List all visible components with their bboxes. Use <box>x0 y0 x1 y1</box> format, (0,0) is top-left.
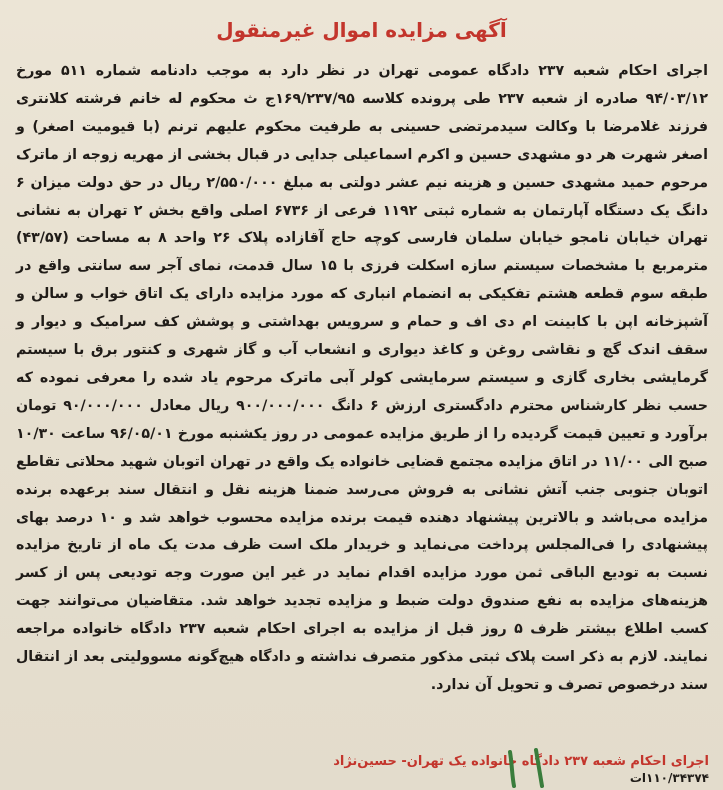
notice-footer <box>14 754 709 786</box>
notice-body: اجرای احکام شعبه ۲۳۷ دادگاه عمومی تهران در نظر دارد به موجب دادنامه شماره ۵۱۱ مورخ ۹۴/۰۳/۱۲ صادره از شعبه ۲۳۷ طی پرونده کلاسه ۱۶۹/۲۳۷/۹۵ج ث محکوم له خانم فرشته کلانتری فرزند غلامرضا با وکالت سیدمرتضی حسینی به طرفیت محکوم علیهم ترنم (با قیومیت اصغر) و اصغر شهرت هر دو مشهدی حسین و اکرم اسماعیلی جدایی در قبال بخشی از مهریه زوجه از ماترک مرحوم حمید مشهدی حسین و هزینه نیم عشر دولتی به مبلغ ۲/۵۵۰/۰۰۰ ریال در حق دولت میزان ۶ دانگ یک دستگاه آپارتمان به شماره ثبتی ۱۱۹۲ فرعی از ۶۷۳۶ اصلی واقع بخش ۲ تهران به نشانی تهران خیابان نامجو خیابان سلمان فارسی کوچه حاج آقازاده پلاک ۲۶ واحد ۸ به مساحت (۴۳/۵۷) مترمربع با مشخصات سیستم سازه اسکلت فرزی با ۱۵ سال قدمت، نمای آجر سه سانتی واقع در طبقه سوم قطعه هشتم تفکیکی به انضمام انباری که مورد مزایده دارای یک اتاق خواب و سالن و آشپزخانه اپن با کابینت ام دی اف و حمام و سرویس بهداشتی و پوشش کف سرامیک و دیوار و سقف اندک گچ و نقاشی روغن و کاغذ دیواری و انشعاب آب و گاز شهری و کنتور برق با سیستم گرمایشی بخاری گازی و سیستم سرمایشی کولر آبی ماترک مرحوم یاد شده را معرفی نموده که حسب نظر کارشناس محترم دادگستری ارزش ۶ دانگ ۹۰۰/۰۰۰/۰۰۰ ریال معادل ۹۰/۰۰۰/۰۰۰ تومان برآورد و تعیین قیمت گردیده را از طریق مزایده عمومی در روز یکشنبه مورخ ۹۶/۰۵/۰۱ ساعت ۱۰/۳۰ صبح الی ۱۱/۰۰ در اتاق مزایده مجتمع قضایی خانواده یک واقع در تهران اتوبان شهید محلاتی تقاطع اتوبان جنوبی جنب آتش نشانی به فروش می‌رسد ضمنا هزینه نقل و انتقال سند برعهده برنده مزایده می‌باشد و بالاترین پیشنهاد دهنده قیمت برنده مزایده محسوب خواهد شد و ۱۰ درصد بهای پیشنهادی را فی‌المجلس پرداخت می‌نماید و خریدار ملک است ظرف مدت یک ماه از تاریخ مزایده نسبت به تودیع الباقی ثمن مورد مزایده اقدام نماید در غیر این صورت وجه تودیعی پس از کسر هزینه‌های مزایده به نفع صندوق دولت ضبط و مزایده تجدید خواهد شد. متقاضیان می‌توانند جهت کسب اطلاع بیشتر ظرف ۵ روز قبل از مزایده به اجرای احکام شعبه ۲۳۷ دادگاه خانواده مراجعه نمایند. لازم به ذکر است پلاک ثبتی مذکور متصرف نداشته و دادگاه هیچ‌گونه مسوولیتی بعد از انتقال سند درخصوص تصرف و تحویل آن ندارد. <box>16 63 709 693</box>
ad-code: ۱۱۰/۳۴۳۷۴ات <box>629 771 709 785</box>
handwritten-mark <box>502 746 562 790</box>
notice-signature: اجرای احکام شعبه ۲۳۷ دادگاه خانواده یک تهران- حسین‌نژاد <box>333 754 709 769</box>
notice-title: آگهی مزایده اموال غیرمنقول <box>216 18 507 42</box>
